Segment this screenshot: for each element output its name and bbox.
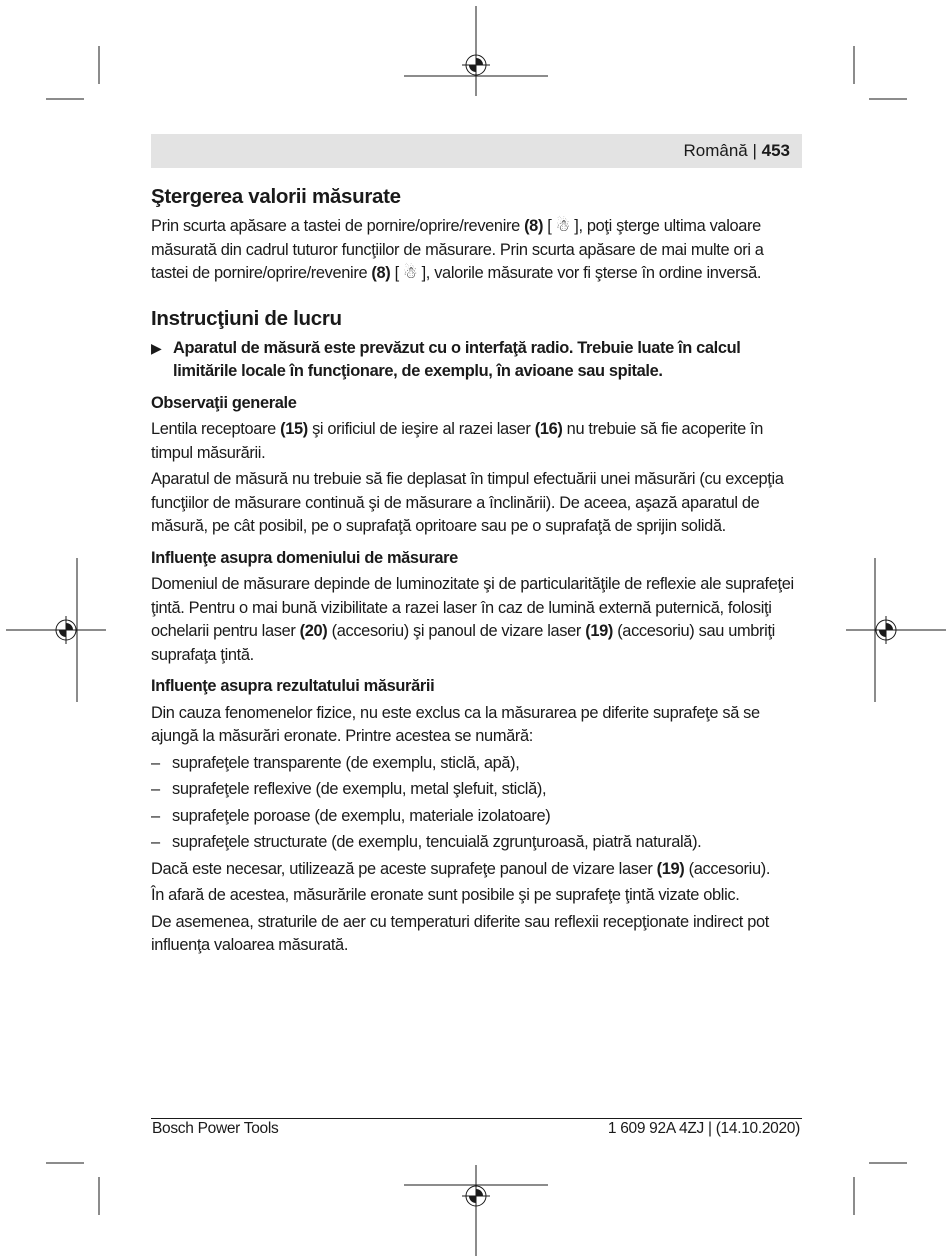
text-run: şi orificiul de ieşire al razei laser xyxy=(307,420,535,438)
header-language-page xyxy=(683,141,790,161)
list-item: – suprafeţele transparente (de exemplu, sticlă, apă), xyxy=(151,753,520,772)
list-item: – suprafeţele reflexive (de exemplu, metal şlefuit, sticlă), xyxy=(151,780,547,798)
result-influences-paragraph-3: În afară de acestea, măsurările eronate sunt posibile şi pe suprafeţe ţintă vizate oblic. xyxy=(151,886,740,904)
subheading-general-observations: Observaţii generale xyxy=(151,393,297,412)
surface-types-list xyxy=(151,752,802,855)
page-content xyxy=(151,182,802,958)
text-run: Lentila receptoare xyxy=(151,420,281,438)
list-item: – suprafeţele structurate (de exemplu, tencuială zgrunţuroasă, piatră naturală). xyxy=(151,833,702,851)
footer-doc-number: 1 609 92A 4ZJ | (14.10.2020) xyxy=(607,1120,800,1137)
reference-number: (8) xyxy=(371,264,391,282)
footer-brand: Bosch Power Tools xyxy=(152,1120,279,1137)
text-run: (accesoriu) sau umbriţi suprafaţa ţintă. xyxy=(151,622,775,664)
text-run: [ xyxy=(543,217,556,235)
reference-number: (16) xyxy=(534,420,563,438)
text-run: Prin scurta apăsare a tastei de pornire/oprire/revenire xyxy=(151,217,525,235)
on-off-return-key-icon: ☃ xyxy=(555,217,571,235)
delete-value-paragraph xyxy=(151,215,802,286)
on-off-return-key-icon: ☃ xyxy=(403,264,418,282)
warning-triangle-icon: ▶ xyxy=(151,339,162,356)
page-number: 453 xyxy=(761,141,790,160)
general-observations-paragraph-1 xyxy=(151,418,802,465)
warning-text: Aparatul de măsură este prevăzut cu o interfaţă radio. Trebuie luate în calcul limitările locale în funcţionare, de exemplu, în avioane sau spitale. xyxy=(173,338,741,380)
header-separator: | xyxy=(752,141,757,160)
text-run: Dacă este necesar, utilizează pe aceste suprafeţe panoul de vizare laser xyxy=(151,859,657,878)
text-run: (accesoriu) şi panoul de vizare laser xyxy=(327,622,586,640)
result-influences-paragraph-2 xyxy=(151,858,802,882)
list-item: – suprafeţele poroase (de exemplu, materiale izolatoare) xyxy=(151,806,551,825)
text-run: (accesoriu). xyxy=(684,859,771,878)
subheading-result-influences: Influenţe asupra rezultatului măsurării xyxy=(151,677,435,695)
reference-number: (19) xyxy=(585,622,613,640)
page-header xyxy=(151,134,802,168)
header-language: Română xyxy=(683,141,748,160)
subheading-range-influences: Influenţe asupra domeniului de măsurare xyxy=(151,548,458,567)
result-influences-paragraph-1: Din cauza fenomenelor fizice, nu este exclus ca la măsurarea pe diferite suprafeţe să se ajungă la măsurări eronate. Printre acestea se numără: xyxy=(151,703,760,745)
text-run: ], poţi şterge ultima valoare măsurată din cadrul tuturor funcţiilor de măsurare. Prin scurta apăsare de mai multe ori a tastei de pornire/oprire/revenire xyxy=(151,217,764,282)
reference-number: (20) xyxy=(299,622,328,640)
reference-number: (8) xyxy=(524,217,544,235)
text-run: ], valorile măsurate vor fi şterse în ordine inversă. xyxy=(417,264,762,282)
reference-number: (15) xyxy=(280,420,308,438)
general-observations-paragraph-2: Aparatul de măsură nu trebuie să fie deplasat în timpul efectuării unei măsurări (cu excepţia funcţiilor de măsurare continuă şi de măsurare a înclinării). De aceea, aşază aparatul de măsură, pe cât posibil, pe o suprafaţă opritoare sau pe o suprafaţă de sprijin solidă. xyxy=(151,470,784,535)
section-title-work-instructions: Instrucţiuni de lucru xyxy=(151,306,342,330)
reference-number: (19) xyxy=(656,859,685,878)
text-run: nu trebuie să fie acoperite în timpul măsurării. xyxy=(151,420,764,462)
result-influences-paragraph-4: De asemenea, straturile de aer cu temperaturi diferite sau reflexii recepţionate indirect pot influenţa valoarea măsurată. xyxy=(151,912,769,954)
radio-interface-warning xyxy=(151,337,802,384)
text-run: Domeniul de măsurare depinde de luminozitate şi de particularităţile de reflexie ale suprafeţei ţintă. Pentru o mai bună vizibilitate a razei laser în caz de lumină externă puternică, folosiţi ochelarii pentru laser xyxy=(151,575,794,640)
section-title-delete-value: Ştergerea valorii măsurate xyxy=(151,185,401,208)
text-run: [ xyxy=(390,264,404,282)
range-influences-paragraph xyxy=(151,573,802,667)
footer-rule xyxy=(151,1118,802,1119)
